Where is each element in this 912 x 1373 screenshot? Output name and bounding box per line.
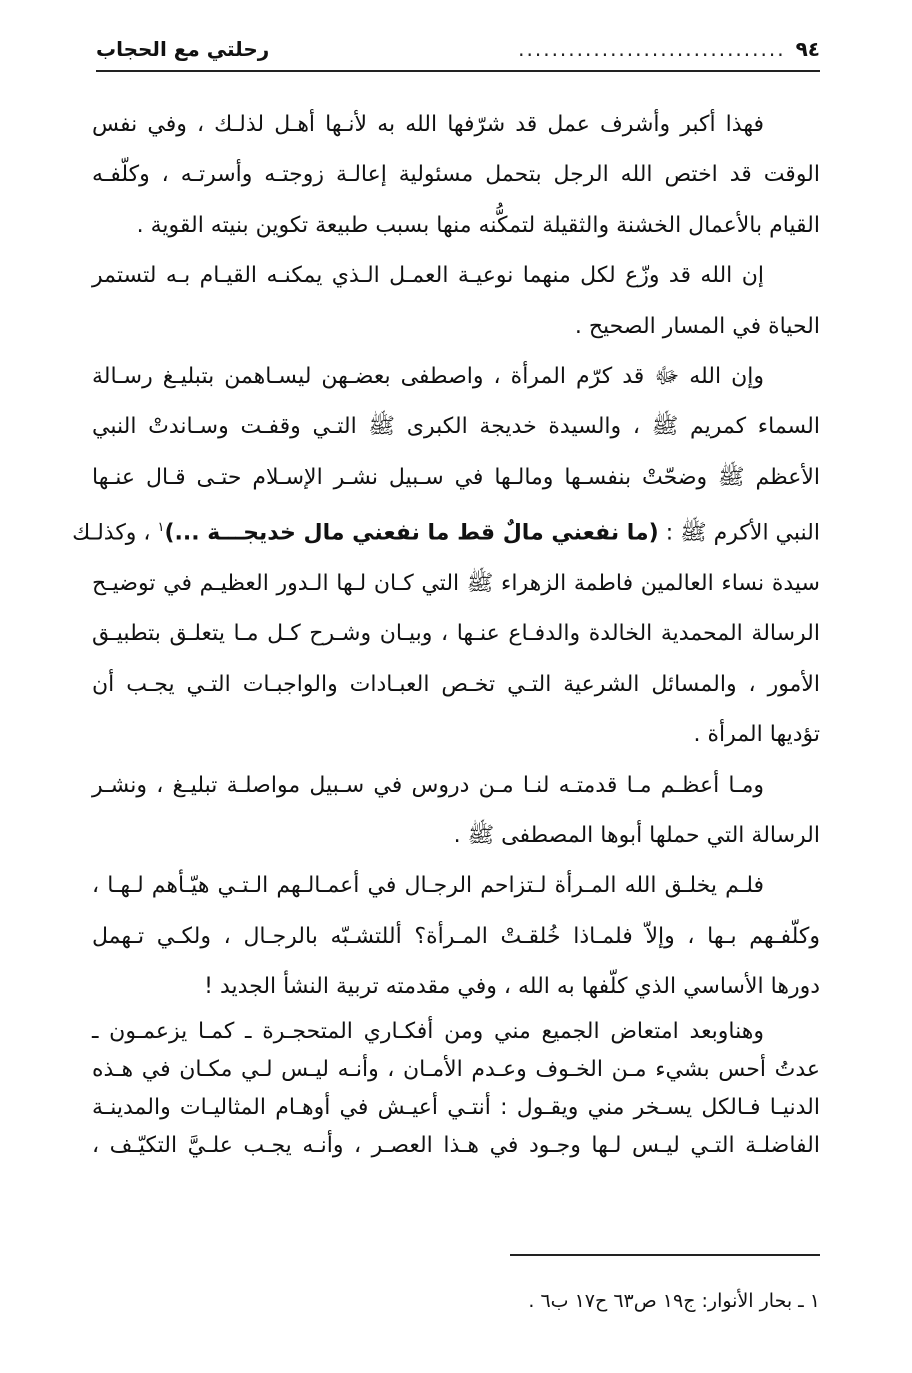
text-line: القيام بالأعمال الخشنة والثقيلة لتمكُّنه منها بسبب طبيعة تكوين بنيته القوية . (136, 212, 820, 238)
text-line: السماء كمريم ﷺ ، والسيدة خديجة الكبرى ﷺ التـي وقفـت وسـاندتْ النبي (92, 414, 820, 440)
text-line: ومـا أعظـم مـا قدمتـه لنـا مـن دروس في سـبيل مواصلـة تبليـغ ، ونشـر (92, 772, 764, 798)
text-line: تؤديها المرأة . (693, 722, 820, 748)
page-body (72, 100, 820, 1165)
quote-line (72, 503, 820, 559)
paragraph (92, 251, 820, 352)
text-line: دورها الأساسي الذي كلّفها به الله ، وفي مقدمته تربية النشأ الجديد ! (204, 974, 820, 1000)
quote-suffix: ، وكذلـك (72, 520, 158, 546)
footnote-separator (510, 1254, 820, 1256)
text-line: الأمور ، والمسائل الشرعية التـي تخـص العبـادات والواجبـات التـي يجـب أن (92, 671, 820, 697)
text-line: وهناوبعد امتعاض الجميع مني ومن أفكـاري المتحجـرة ـ كمـا يزعمـون ـ (92, 1018, 764, 1044)
text-line: الفاضلـة التـي ليـس لـها وجـود في هـذا العصـر ، وأنـه يجـب علـيَّ التكيّـف ، (92, 1132, 820, 1158)
text-line: الوقت قد اختص الله الرجل بتحمل مسئولية إعالـة زوجتـه وأسرتـه ، وكلّفـه (92, 162, 820, 188)
paragraph (92, 1013, 820, 1165)
text-line: الأعظم ﷺ وضحّتْ بنفسـها ومالـها في سـبيل نشـر الإسـلام حتـى قـال عنـها (92, 464, 820, 490)
text-line: وكلّفـهم بـها ، وإلاّ فلمـاذا خُلقـتْ المـرأة؟ أللتشـبّه بالرجـال ، ولكـي تـهمل (92, 923, 820, 949)
text-line: وإن الله ﷻ قد كرّم المرأة ، واصطفى بعضـهن ليسـاهمن بتبليـغ رسـالة (92, 364, 764, 390)
footnote: ١ ـ بحار الأنوار: ج١٩ ص٦٣ ح١٧ ب٦ . (528, 1290, 820, 1312)
hadith-quote: (ما نفعني مالٌ قط ما نفعني مال خديجـــة ...) (164, 520, 659, 546)
text-line: فلـم يخلـق الله المـرأة لـتزاحم الرجـال في أعمـالـهم الـتـي هيّـأهم لـهـا ، (92, 873, 764, 899)
page-number: ٩٤ (795, 37, 820, 61)
running-header (96, 28, 820, 72)
text-line: الرسالة المحمدية الخالدة والدفـاع عنـها ، وبيـان وشـرح كـل مـا يتعلـق بتطبيـق (92, 621, 820, 647)
text-line: عدتُ أحس بشيء مـن الخـوف وعـدم الأمـان ، وأنـه ليـس لـي مكـان في هـذه (92, 1056, 820, 1082)
paragraph (72, 352, 820, 761)
text-line: سيدة نساء العالمين فاطمة الزهراء ﷺ التي كـان لـها الـدور العظيـم في توضيـح (92, 570, 820, 596)
text-line: الرسالة التي حملها أبوها المصطفى ﷺ . (453, 823, 820, 849)
text-line: الحياة في المسار الصحيح . (574, 313, 820, 339)
quote-prefix: النبي الأكرم ﷺ : (658, 520, 820, 546)
footnote-ref[interactable]: ١ (157, 520, 165, 536)
text-line: الدنيـا فـالكل يسـخر مني ويقـول : أنتـي أعيـش في أوهـام المثاليـات والمدينـة (92, 1094, 820, 1120)
text-line: فهذا أكبر وأشرف عمل قد شرّفها الله به لأنـها أهـل لذلـك ، وفي نفس (92, 112, 764, 137)
paragraph (92, 761, 820, 862)
paragraph (92, 100, 820, 251)
paragraph (92, 861, 820, 1012)
text-line: إن الله قد وزّع لكل منهما نوعيـة العمـل الـذي يمكنـه القيـام بـه لتستمر (92, 263, 764, 289)
book-title: رحلتي مع الحجاب (96, 37, 270, 61)
header-dots: ................................ (518, 37, 786, 61)
